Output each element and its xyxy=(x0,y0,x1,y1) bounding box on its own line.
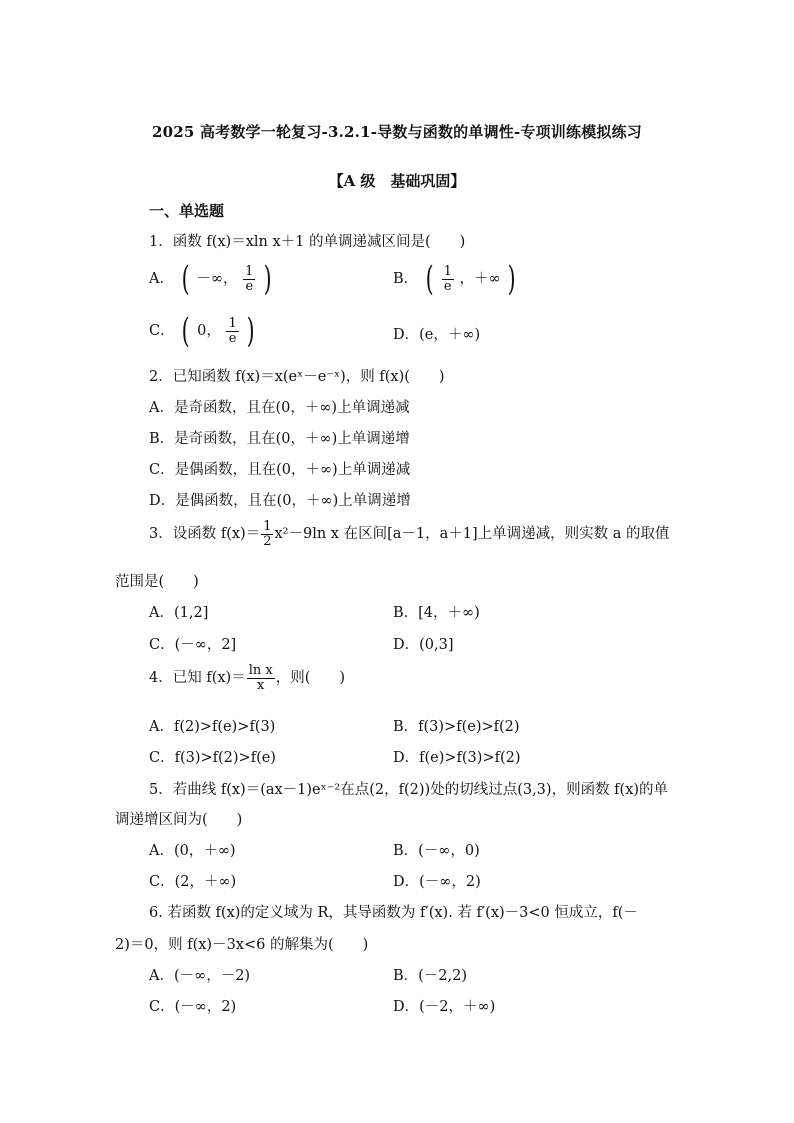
q1-option-a-fraction xyxy=(243,265,255,293)
section-heading: 一、单选题 xyxy=(149,202,225,220)
q3-option-d: D．(0,3] xyxy=(393,637,454,653)
q4-stem-pre: 4．已知 f(x)＝ xyxy=(149,670,246,687)
numerator: ln x xyxy=(248,663,273,678)
q6-stem-wrap: 2)＝0，则 f(x)－3x<6 的解集为( ) xyxy=(115,937,369,953)
numerator: 1 xyxy=(228,315,237,331)
q1-option-c-left: 0， xyxy=(197,323,221,339)
q3-stem-pre: 3．设函数 f(x)＝ xyxy=(149,526,261,543)
denominator: e xyxy=(245,278,254,294)
q1-option-a-left: －∞， xyxy=(196,271,238,287)
q3-stem-wrap: 范围是( ) xyxy=(115,574,199,590)
q2-option-b: B．是奇函数，且在(0，＋∞)上单调递增 xyxy=(149,431,410,447)
q5-option-a: A．(0，＋∞) xyxy=(149,843,236,859)
q2-stem: 2．已知函数 f(x)＝x(eˣ－e⁻ˣ)，则 f(x)( ) xyxy=(149,369,445,385)
q3-stem-post: x²－9ln x 在区间[a－1，a＋1]上单调递减，则实数 a 的取值 xyxy=(274,526,670,543)
q6-option-a: A．(－∞，－2) xyxy=(149,968,251,984)
q4-option-c: C．f(3)>f(2)>f(e) xyxy=(149,750,276,766)
q5-stem-wrap: 调递增区间为( ) xyxy=(115,812,243,828)
q3-option-b: B．[4，＋∞) xyxy=(393,605,480,621)
q1-option-b-right: ，＋∞ xyxy=(459,271,501,287)
left-paren: ( xyxy=(425,259,434,299)
numerator: 1 xyxy=(443,263,452,279)
right-paren: ) xyxy=(507,259,516,299)
q1-option-a-label: A． xyxy=(149,271,174,287)
q1-stem: 1．函数 f(x)＝xln x＋1 的单调递减区间是( ) xyxy=(149,234,466,250)
page-title: 2025 高考数学一轮复习-3.2.1-导数与函数的单调性-专项训练模拟练习 xyxy=(151,123,642,141)
denominator: e xyxy=(443,278,452,294)
q1-option-c xyxy=(149,311,258,351)
q6-option-d: D．(－2，＋∞) xyxy=(393,999,496,1015)
q4-option-d: D．f(e)>f(3)>f(2) xyxy=(393,750,521,766)
q4-fraction xyxy=(247,664,275,692)
q4-stem-post: ，则( ) xyxy=(275,670,346,687)
q3-option-a: A．(1,2] xyxy=(149,605,209,621)
q4-stem xyxy=(149,664,345,692)
right-paren: ) xyxy=(263,259,272,299)
q6-option-c: C．(－∞，2) xyxy=(149,999,237,1015)
q1-option-c-fraction xyxy=(226,317,238,345)
q2-option-a: A．是奇函数，且在(0，＋∞)上单调递减 xyxy=(149,400,410,416)
q6-option-b: B．(－2,2) xyxy=(393,968,468,984)
denominator: 2 xyxy=(263,533,272,549)
q3-option-c: C．(－∞，2] xyxy=(149,637,237,653)
q5-stem: 5．若曲线 f(x)＝(ax－1)eˣ⁻²在点(2，f(2))处的切线过点(3,3)，则函数 f(x)的单 xyxy=(149,782,669,798)
denominator: x xyxy=(257,677,265,693)
q1-option-b xyxy=(393,259,519,299)
q2-option-c: C．是偶函数，且在(0，＋∞)上单调递减 xyxy=(149,462,411,478)
q2-option-d: D．是偶函数，且在(0，＋∞)上单调递增 xyxy=(149,493,411,509)
q3-fraction xyxy=(261,520,273,548)
q1-option-b-label: B． xyxy=(393,271,419,287)
q5-option-c: C．(2，＋∞) xyxy=(149,874,237,890)
q5-option-d: D．(－∞，2) xyxy=(393,874,481,890)
right-paren: ) xyxy=(246,311,255,351)
left-paren: ( xyxy=(181,311,190,351)
q4-option-b: B．f(3)>f(e)>f(2) xyxy=(393,719,520,735)
left-paren: ( xyxy=(181,259,190,299)
numerator: 1 xyxy=(245,263,254,279)
level-heading: 【A 级 基础巩固】 xyxy=(328,172,466,190)
q5-option-b: B．(－∞，0) xyxy=(393,843,480,859)
q1-option-a xyxy=(149,259,274,299)
denominator: e xyxy=(228,330,237,346)
q1-option-b-fraction xyxy=(442,265,454,293)
q4-option-a: A．f(2)>f(e)>f(3) xyxy=(149,719,276,735)
q3-stem xyxy=(149,520,670,548)
numerator: 1 xyxy=(263,519,272,534)
q6-stem: 6. 若函数 f(x)的定义域为 R，其导函数为 f′(x). 若 f′(x)－3<0 恒成立，f(－ xyxy=(149,905,638,921)
q1-option-d: D．(e，＋∞) xyxy=(393,327,481,343)
q1-option-c-label: C． xyxy=(149,323,175,339)
